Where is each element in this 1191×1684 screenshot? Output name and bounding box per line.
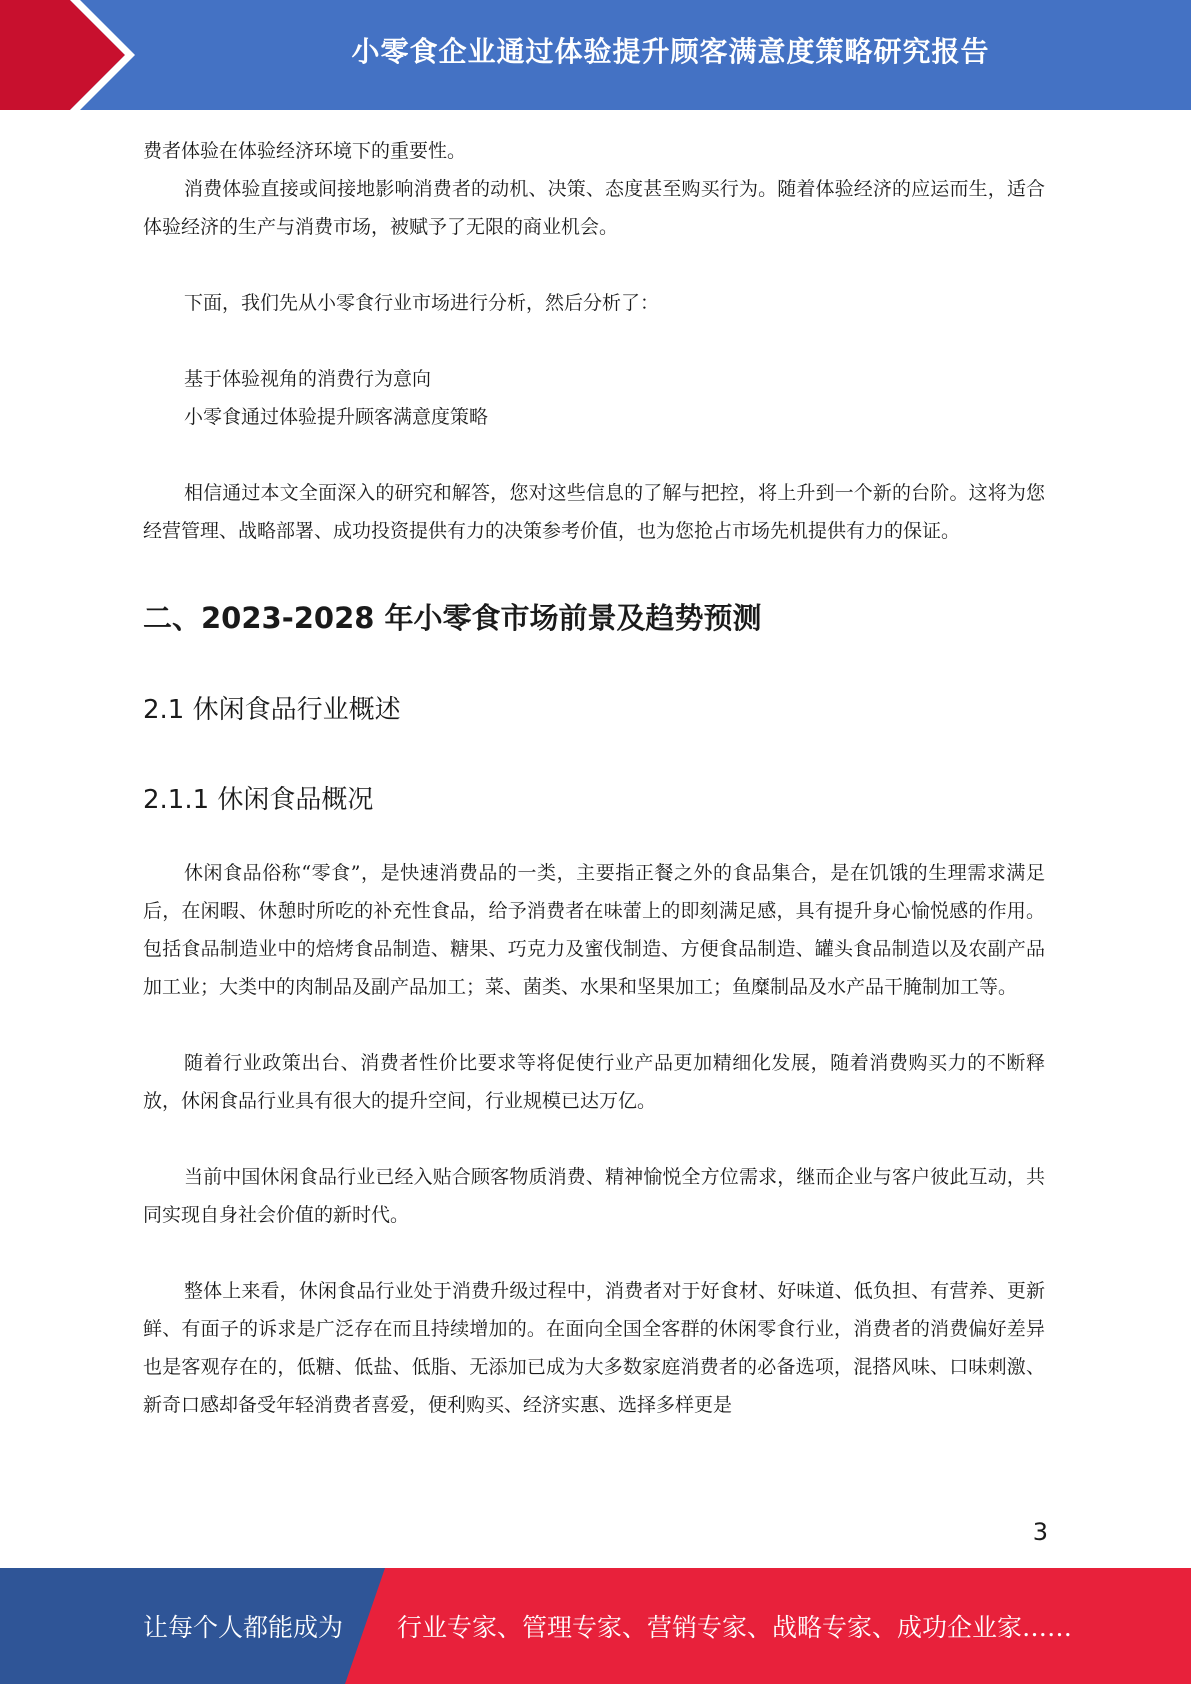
paragraph: 下面，我们先从小零食行业市场进行分析，然后分析了： <box>184 292 660 314</box>
list-item: 小零食通过体验提升顾客满意度策略 <box>184 406 489 428</box>
header-banner <box>0 0 1191 110</box>
paragraph: 相信通过本文全面深入的研究和解答，您对这些信息的了解与把控，将上升到一个新的台阶。这将为您经营管理、战略部署、成功投资提供有力的决策参考价值，也为您抢占市场先机提供有力的保证。 <box>143 482 1045 542</box>
subsection-heading: 2.1.1 休闲食品概况 <box>143 785 374 815</box>
report-title: 小零食企业通过体验提升顾客满意度策略研究报告 <box>351 35 990 68</box>
paragraph: 消费体验直接或间接地影响消费者的动机、决策、态度甚至购买行为。随着体验经济的应运而生，适合体验经济的生产与消费市场，被赋予了无限的商业机会。 <box>143 178 1045 238</box>
footer-slogan-right: 行业专家、管理专家、营销专家、战略专家、成功企业家…… <box>397 1613 1073 1642</box>
section-heading: 二、2023-2028 年小零食市场前景及趋势预测 <box>143 601 762 635</box>
paragraph: 当前中国休闲食品行业已经入贴合顾客物质消费、精神愉悦全方位需求，继而企业与客户彼此互动，共同实现自身社会价值的新时代。 <box>143 1166 1045 1226</box>
paragraph: 费者体验在体验经济环境下的重要性。 <box>143 140 467 162</box>
paragraph: 休闲食品俗称“零食”，是快速消费品的一类，主要指正餐之外的食品集合，是在饥饿的生理需求满足后，在闲暇、休憩时所吃的补充性食品，给予消费者在味蕾上的即刻满足感，具有提升身心愉悦感的作用。包括食品制造业中的焙烤食品制造、糖果、巧克力及蜜伐制造、方便食品制造、罐头食品制造以及农副产品加工业；大类中的肉制品及副产品加工；菜、菌类、水果和坚果加工；鱼糜制品及水产品干腌制加工等。 <box>143 862 1045 998</box>
header-red-arrow <box>0 0 150 110</box>
paragraph: 随着行业政策出台、消费者性价比要求等将促使行业产品更加精细化发展，随着消费购买力的不断释放，休闲食品行业具有很大的提升空间，行业规模已达万亿。 <box>143 1052 1045 1112</box>
paragraph: 整体上来看，休闲食品行业处于消费升级过程中，消费者对于好食材、好味道、低负担、有营养、更新鲜、有面子的诉求是广泛存在而且持续增加的。在面向全国全客群的休闲零食行业，消费者的消费偏好差异也是客观存在的，低糖、低盐、低脂、无添加已成为大多数家庭消费者的必备选项，混搭风味、口味刺激、新奇口感却备受年轻消费者喜爱，便利购买、经济实惠、选择多样更是 <box>143 1280 1045 1416</box>
page-body <box>143 132 1045 1424</box>
page-number: 3 <box>1032 1518 1048 1546</box>
footer-slogan-left: 让每个人都能成为 <box>143 1613 344 1642</box>
footer-banner <box>0 1568 1191 1684</box>
list-item: 基于体验视角的消费行为意向 <box>184 368 432 390</box>
subsection-heading: 2.1 休闲食品行业概述 <box>143 695 401 725</box>
